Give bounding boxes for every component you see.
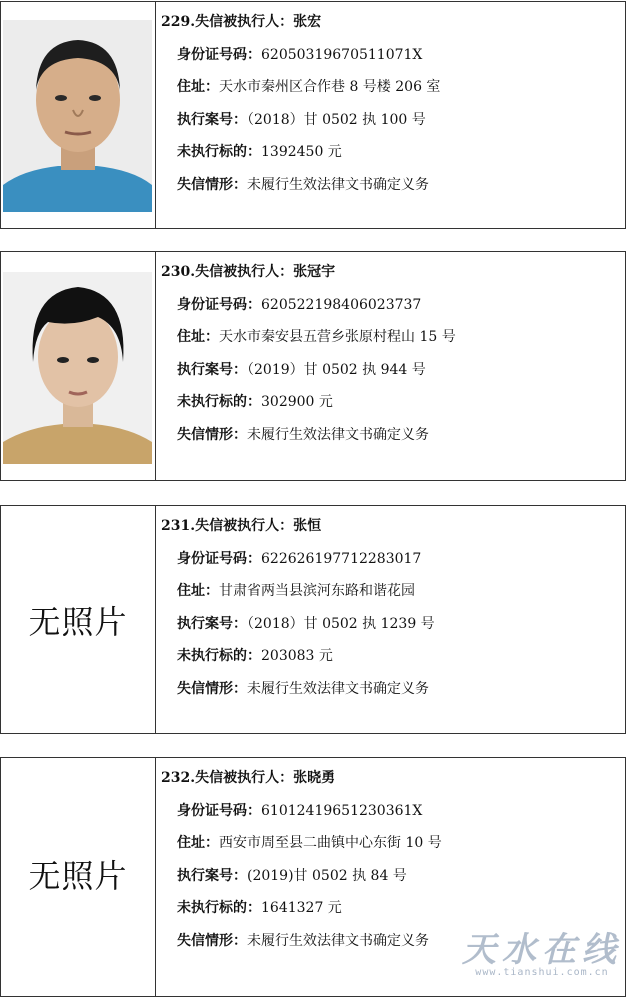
record-title: 232.失信被执行人：张晓勇	[161, 770, 336, 786]
person-photo-icon	[3, 272, 152, 464]
no-photo-text: 无照片	[28, 857, 128, 895]
case-number-row	[161, 608, 621, 641]
id-number-row	[161, 39, 621, 72]
situation-label: 失信情形：	[177, 176, 247, 193]
amount-label: 未执行标的：	[177, 648, 261, 665]
situation-row	[161, 673, 621, 706]
amount-value: 302900 元	[261, 394, 333, 411]
situation-row	[161, 169, 621, 202]
portrait-photo	[3, 20, 152, 212]
watermark-url: www.tianshui.com.cn	[475, 967, 609, 978]
situation-value: 未履行生效法律文书确定义务	[247, 176, 429, 193]
situation-value: 未履行生效法律文书确定义务	[247, 426, 429, 443]
case-number-row	[161, 354, 621, 387]
amount-value: 1392450 元	[261, 144, 342, 161]
address-row	[161, 575, 621, 608]
situation-row	[161, 419, 621, 452]
id-number-row	[161, 795, 621, 828]
photo-cell	[1, 252, 156, 480]
id-number-value: 62050319670511071X	[261, 46, 423, 63]
id-number-value: 620522198406023737	[261, 296, 422, 313]
id-number-label: 身份证号码：	[177, 46, 261, 63]
record-title: 231.失信被执行人：张恒	[161, 518, 322, 534]
address-label: 住址：	[177, 329, 219, 346]
case-number-row	[161, 104, 621, 137]
address-value: 天水市秦州区合作巷 8 号楼 206 室	[219, 79, 441, 96]
id-number-label: 身份证号码：	[177, 802, 261, 819]
case-number-label: 执行案号：	[177, 867, 247, 884]
photo-cell	[1, 506, 156, 733]
photo-cell	[1, 758, 156, 996]
case-number-value: (2019)甘 0502 执 84 号	[247, 867, 407, 884]
amount-value: 1641327 元	[261, 900, 342, 917]
record-card-230	[0, 251, 626, 481]
address-value: 西安市周至县二曲镇中心东街 10 号	[219, 835, 442, 852]
address-label: 住址：	[177, 79, 219, 96]
amount-value: 203083 元	[261, 648, 333, 665]
case-number-label: 执行案号：	[177, 361, 247, 378]
id-number-label: 身份证号码：	[177, 296, 261, 313]
address-label: 住址：	[177, 583, 219, 600]
case-number-value: （2018）甘 0502 执 100 号	[247, 111, 426, 128]
address-row	[161, 321, 621, 354]
record-card-229	[0, 1, 626, 229]
amount-label: 未执行标的：	[177, 144, 261, 161]
amount-row	[161, 386, 621, 419]
amount-label: 未执行标的：	[177, 900, 261, 917]
case-number-value: （2018）甘 0502 执 1239 号	[247, 615, 435, 632]
case-number-label: 执行案号：	[177, 615, 247, 632]
photo-cell	[1, 2, 156, 228]
site-watermark	[462, 922, 622, 978]
id-number-value: 61012419651230361X	[261, 802, 423, 819]
address-row	[161, 827, 621, 860]
address-row	[161, 71, 621, 104]
id-number-value: 622626197712283017	[261, 550, 422, 567]
case-number-value: （2019）甘 0502 执 944 号	[247, 361, 426, 378]
situation-label: 失信情形：	[177, 426, 247, 443]
amount-label: 未执行标的：	[177, 394, 261, 411]
record-title: 229.失信被执行人：张宏	[161, 14, 322, 30]
address-label: 住址：	[177, 835, 219, 852]
situation-value: 未履行生效法律文书确定义务	[247, 680, 429, 697]
id-number-label: 身份证号码：	[177, 550, 261, 567]
no-photo-text: 无照片	[28, 602, 128, 641]
situation-label: 失信情形：	[177, 932, 247, 949]
case-number-label: 执行案号：	[177, 111, 247, 128]
person-photo-icon	[3, 20, 152, 212]
record-title: 230.失信被执行人：张冠宇	[161, 264, 336, 280]
record-card-231	[0, 505, 626, 734]
watermark-logo-text: 天水在线	[462, 930, 622, 970]
situation-label: 失信情形：	[177, 680, 247, 697]
address-value: 天水市秦安县五营乡张原村程山 15 号	[219, 329, 456, 346]
situation-value: 未履行生效法律文书确定义务	[247, 932, 429, 949]
id-number-row	[161, 543, 621, 576]
id-number-row	[161, 289, 621, 322]
amount-row	[161, 892, 621, 925]
case-number-row	[161, 860, 621, 893]
amount-row	[161, 136, 621, 169]
amount-row	[161, 640, 621, 673]
address-value: 甘肃省两当县滨河东路和谐花园	[219, 583, 415, 600]
portrait-photo	[3, 272, 152, 464]
